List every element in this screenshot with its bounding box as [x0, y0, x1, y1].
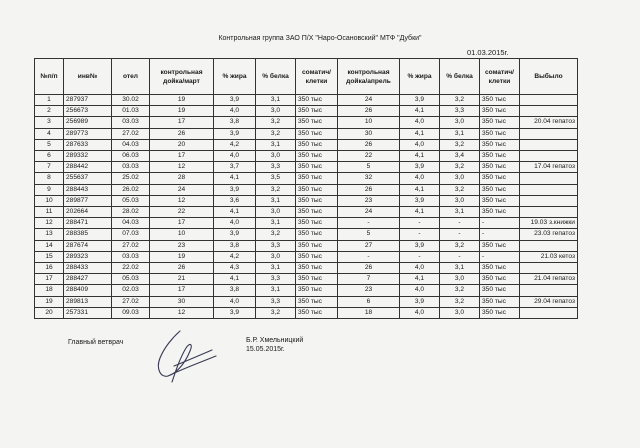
cell-number: 1 — [35, 95, 64, 106]
cell-fat-april: 4,0 — [400, 139, 440, 150]
cell-control-april: - — [338, 251, 400, 262]
cell-inventory: 288471 — [64, 218, 112, 229]
cell-fat-march: 3,9 — [214, 229, 256, 240]
cell-control-march: 19 — [150, 95, 214, 106]
cell-removed — [520, 207, 578, 218]
table-body — [35, 95, 578, 319]
cell-fat-april: 4,1 — [400, 207, 440, 218]
cell-fat-march: 4,1 — [214, 274, 256, 285]
cell-protein-april: 3,2 — [440, 95, 480, 106]
cell-somatic-march: 350 тыс — [296, 307, 338, 318]
col-header-somatic-march: соматич/ клетки — [296, 59, 338, 95]
cell-removed: 17.04 гепатоз — [520, 162, 578, 173]
cell-fat-april: 4,1 — [400, 274, 440, 285]
cell-somatic-april: 350 тыс — [480, 173, 520, 184]
cell-protein-april: 3,0 — [440, 173, 480, 184]
cell-inventory: 288433 — [64, 263, 112, 274]
cell-number: 5 — [35, 139, 64, 150]
cell-protein-april: 3,2 — [440, 162, 480, 173]
table-row — [35, 128, 578, 139]
cell-protein-march: 3,1 — [256, 285, 296, 296]
cell-number: 3 — [35, 117, 64, 128]
cell-fat-march: 3,9 — [214, 128, 256, 139]
cell-fat-april: 4,0 — [400, 307, 440, 318]
cell-removed — [520, 95, 578, 106]
cell-fat-march: 3,7 — [214, 162, 256, 173]
col-header-protein-april: % белка — [440, 59, 480, 95]
cell-somatic-march: 350 тыс — [296, 184, 338, 195]
cell-somatic-march: 350 тыс — [296, 128, 338, 139]
cell-protein-april: - — [440, 218, 480, 229]
cell-fat-april: - — [400, 251, 440, 262]
cell-inventory: 257331 — [64, 307, 112, 318]
cell-control-march: 20 — [150, 139, 214, 150]
cell-control-april: 10 — [338, 117, 400, 128]
cell-control-april: 6 — [338, 296, 400, 307]
cell-control-march: 12 — [150, 162, 214, 173]
cell-somatic-march: 350 тыс — [296, 263, 338, 274]
cell-removed: 21.03 кетоз — [520, 251, 578, 262]
cell-protein-april: 3,0 — [440, 307, 480, 318]
cell-number: 9 — [35, 184, 64, 195]
table-row — [35, 184, 578, 195]
cell-somatic-march: 350 тыс — [296, 106, 338, 117]
table-row — [35, 207, 578, 218]
cell-somatic-march: 350 тыс — [296, 173, 338, 184]
table-row — [35, 285, 578, 296]
cell-control-april: 24 — [338, 95, 400, 106]
cell-somatic-april: 350 тыс — [480, 207, 520, 218]
cell-removed — [520, 285, 578, 296]
cell-inventory: 289877 — [64, 195, 112, 206]
handwritten-signature — [150, 326, 220, 386]
table-row — [35, 117, 578, 128]
cell-number: 15 — [35, 251, 64, 262]
cell-protein-march: 3,2 — [256, 307, 296, 318]
cell-calving: 28.02 — [112, 207, 150, 218]
cell-control-april: 5 — [338, 229, 400, 240]
cell-removed — [520, 106, 578, 117]
cell-inventory: 256673 — [64, 106, 112, 117]
table-row — [35, 240, 578, 251]
cell-protein-april: 3,3 — [440, 106, 480, 117]
cell-number: 4 — [35, 128, 64, 139]
table-row — [35, 229, 578, 240]
cell-inventory: 287633 — [64, 139, 112, 150]
cell-removed — [520, 184, 578, 195]
cell-removed — [520, 307, 578, 318]
cell-protein-march: 3,0 — [256, 151, 296, 162]
cell-fat-march: 4,1 — [214, 207, 256, 218]
cell-calving: 22.02 — [112, 263, 150, 274]
cell-somatic-march: 350 тыс — [296, 207, 338, 218]
cell-protein-march: 3,1 — [256, 263, 296, 274]
cell-control-march: 17 — [150, 117, 214, 128]
cell-calving: 27.02 — [112, 296, 150, 307]
cell-fat-april: 3,9 — [400, 240, 440, 251]
cell-number: 2 — [35, 106, 64, 117]
cell-inventory: 288427 — [64, 274, 112, 285]
cell-fat-march: 4,0 — [214, 218, 256, 229]
cell-number: 17 — [35, 274, 64, 285]
cell-removed: 20.04 гепатоз — [520, 117, 578, 128]
cell-inventory: 289773 — [64, 128, 112, 139]
cell-number: 18 — [35, 285, 64, 296]
cell-calving: 26.02 — [112, 184, 150, 195]
cell-somatic-march: 350 тыс — [296, 117, 338, 128]
cell-protein-march: 3,1 — [256, 195, 296, 206]
cell-calving: 27.02 — [112, 240, 150, 251]
cell-control-march: 12 — [150, 307, 214, 318]
col-header-control-march: контрольная дойка/март — [150, 59, 214, 95]
cell-control-april: 22 — [338, 151, 400, 162]
cell-control-april: 30 — [338, 128, 400, 139]
cell-fat-april: 3,9 — [400, 95, 440, 106]
cell-protein-april: 3,2 — [440, 285, 480, 296]
cell-control-march: 10 — [150, 229, 214, 240]
cell-fat-march: 3,8 — [214, 285, 256, 296]
cell-removed: 19.03 з.книжки — [520, 218, 578, 229]
cell-control-april: 27 — [338, 240, 400, 251]
cell-calving: 27.02 — [112, 128, 150, 139]
cell-protein-march: 3,2 — [256, 128, 296, 139]
control-group-table — [34, 58, 578, 319]
table-row — [35, 296, 578, 307]
cell-fat-march: 4,2 — [214, 139, 256, 150]
cell-inventory: 289813 — [64, 296, 112, 307]
cell-protein-march: 3,3 — [256, 240, 296, 251]
col-header-number: №п/п — [35, 59, 64, 95]
cell-fat-march: 3,8 — [214, 240, 256, 251]
col-header-calving: отел — [112, 59, 150, 95]
cell-somatic-april: 350 тыс — [480, 117, 520, 128]
table-row — [35, 162, 578, 173]
table-row — [35, 195, 578, 206]
cell-control-march: 26 — [150, 128, 214, 139]
cell-fat-april: 3,9 — [400, 162, 440, 173]
cell-control-april: 32 — [338, 173, 400, 184]
cell-control-march: 30 — [150, 296, 214, 307]
cell-fat-march: 4,0 — [214, 106, 256, 117]
cell-calving: 03.03 — [112, 117, 150, 128]
cell-removed: 29.04 гепатоз — [520, 296, 578, 307]
cell-fat-march: 4,0 — [214, 296, 256, 307]
cell-protein-march: 3,3 — [256, 274, 296, 285]
cell-somatic-april: 350 тыс — [480, 128, 520, 139]
cell-somatic-april: 350 тыс — [480, 240, 520, 251]
col-header-control-april: контрольная дойка/апрель — [338, 59, 400, 95]
cell-removed: 23.03 гепатоз — [520, 229, 578, 240]
cell-removed: 21.04 гепатоз — [520, 274, 578, 285]
cell-somatic-march: 350 тыс — [296, 251, 338, 262]
table-row — [35, 251, 578, 262]
cell-removed — [520, 173, 578, 184]
cell-control-march: 26 — [150, 263, 214, 274]
cell-somatic-april: - — [480, 229, 520, 240]
cell-control-march: 23 — [150, 240, 214, 251]
cell-control-april: 26 — [338, 263, 400, 274]
cell-fat-april: 4,1 — [400, 128, 440, 139]
cell-protein-april: 3,2 — [440, 139, 480, 150]
cell-somatic-march: 350 тыс — [296, 162, 338, 173]
cell-calving: 04.03 — [112, 139, 150, 150]
cell-control-march: 12 — [150, 195, 214, 206]
cell-calving: 07.03 — [112, 229, 150, 240]
cell-number: 11 — [35, 207, 64, 218]
cell-protein-april: 3,1 — [440, 263, 480, 274]
cell-calving: 05.03 — [112, 195, 150, 206]
table-row — [35, 274, 578, 285]
cell-somatic-april: 350 тыс — [480, 296, 520, 307]
cell-protein-april: 3,2 — [440, 184, 480, 195]
col-header-removed: Выбыло — [520, 59, 578, 95]
document-date: 01.03.2015г. — [467, 48, 509, 57]
cell-protein-april: - — [440, 251, 480, 262]
cell-control-april: 23 — [338, 195, 400, 206]
signer-block — [246, 336, 303, 354]
table-row — [35, 95, 578, 106]
table-row — [35, 151, 578, 162]
cell-fat-march: 4,2 — [214, 251, 256, 262]
cell-protein-march: 3,2 — [256, 229, 296, 240]
table-row — [35, 173, 578, 184]
cell-protein-march: 3,1 — [256, 95, 296, 106]
cell-somatic-march: 350 тыс — [296, 296, 338, 307]
cell-somatic-april: 350 тыс — [480, 151, 520, 162]
cell-number: 14 — [35, 240, 64, 251]
cell-fat-april: 4,0 — [400, 117, 440, 128]
cell-number: 12 — [35, 218, 64, 229]
cell-somatic-march: 350 тыс — [296, 218, 338, 229]
cell-fat-april: - — [400, 229, 440, 240]
cell-control-march: 19 — [150, 106, 214, 117]
table-row — [35, 263, 578, 274]
cell-control-april: 26 — [338, 106, 400, 117]
cell-calving: 03.03 — [112, 251, 150, 262]
cell-number: 16 — [35, 263, 64, 274]
cell-inventory: 287674 — [64, 240, 112, 251]
cell-removed — [520, 195, 578, 206]
cell-control-april: 26 — [338, 184, 400, 195]
cell-somatic-april: 350 тыс — [480, 95, 520, 106]
cell-protein-march: 3,3 — [256, 162, 296, 173]
col-header-inventory: инв№ — [64, 59, 112, 95]
table-row — [35, 139, 578, 150]
cell-somatic-april: 350 тыс — [480, 307, 520, 318]
cell-control-march: 17 — [150, 218, 214, 229]
cell-somatic-march: 350 тыс — [296, 285, 338, 296]
cell-protein-march: 3,0 — [256, 106, 296, 117]
cell-fat-march: 3,9 — [214, 95, 256, 106]
cell-protein-march: 3,1 — [256, 218, 296, 229]
col-header-fat-march: % жира — [214, 59, 256, 95]
cell-control-march: 19 — [150, 251, 214, 262]
cell-removed — [520, 263, 578, 274]
cell-control-april: 26 — [338, 139, 400, 150]
cell-calving: 30.02 — [112, 95, 150, 106]
cell-calving: 03.03 — [112, 162, 150, 173]
cell-somatic-april: 350 тыс — [480, 184, 520, 195]
cell-protein-march: 3,5 — [256, 173, 296, 184]
cell-calving: 09.03 — [112, 307, 150, 318]
cell-control-march: 24 — [150, 184, 214, 195]
cell-somatic-march: 350 тыс — [296, 274, 338, 285]
cell-protein-march: 3,2 — [256, 184, 296, 195]
sign-date: 15.05.2015г. — [246, 346, 285, 353]
cell-fat-april: 3,9 — [400, 296, 440, 307]
cell-fat-april: 4,0 — [400, 285, 440, 296]
cell-protein-march: 3,0 — [256, 251, 296, 262]
col-header-fat-april: % жира — [400, 59, 440, 95]
cell-removed — [520, 128, 578, 139]
cell-fat-march: 3,8 — [214, 117, 256, 128]
cell-control-march: 17 — [150, 285, 214, 296]
table-row — [35, 307, 578, 318]
cell-inventory: 202664 — [64, 207, 112, 218]
cell-inventory: 255637 — [64, 173, 112, 184]
cell-inventory: 288443 — [64, 184, 112, 195]
cell-somatic-april: 350 тыс — [480, 263, 520, 274]
cell-fat-april: 4,1 — [400, 151, 440, 162]
cell-somatic-march: 350 тыс — [296, 95, 338, 106]
cell-calving: 06.03 — [112, 151, 150, 162]
cell-calving: 02.03 — [112, 285, 150, 296]
col-header-somatic-april: соматич/ клетки — [480, 59, 520, 95]
signer-name: Б.Р. Хмельницкий — [246, 337, 304, 344]
cell-control-april: 5 — [338, 162, 400, 173]
cell-inventory: 287937 — [64, 95, 112, 106]
table-header-row — [35, 59, 578, 95]
cell-inventory: 289323 — [64, 251, 112, 262]
cell-control-march: 22 — [150, 207, 214, 218]
cell-control-march: 17 — [150, 151, 214, 162]
cell-somatic-april: 350 тыс — [480, 162, 520, 173]
cell-fat-april: 4,1 — [400, 106, 440, 117]
cell-removed — [520, 151, 578, 162]
cell-somatic-april: 350 тыс — [480, 285, 520, 296]
cell-protein-march: 3,3 — [256, 296, 296, 307]
cell-control-april: 7 — [338, 274, 400, 285]
cell-fat-march: 4,1 — [214, 173, 256, 184]
cell-protein-april: 3,1 — [440, 207, 480, 218]
cell-somatic-april: 350 тыс — [480, 274, 520, 285]
cell-protein-april: 3,0 — [440, 274, 480, 285]
cell-fat-march: 3,9 — [214, 184, 256, 195]
cell-calving: 04.03 — [112, 218, 150, 229]
cell-protein-march: 3,1 — [256, 139, 296, 150]
cell-fat-march: 4,3 — [214, 263, 256, 274]
cell-protein-april: 3,0 — [440, 117, 480, 128]
cell-somatic-march: 350 тыс — [296, 195, 338, 206]
cell-fat-march: 4,0 — [214, 151, 256, 162]
cell-somatic-march: 350 тыс — [296, 139, 338, 150]
cell-protein-april: 3,0 — [440, 195, 480, 206]
cell-somatic-march: 350 тыс — [296, 229, 338, 240]
cell-protein-april: 3,2 — [440, 296, 480, 307]
cell-protein-april: 3,1 — [440, 128, 480, 139]
cell-control-april: - — [338, 218, 400, 229]
cell-calving: 05.03 — [112, 274, 150, 285]
cell-control-april: 23 — [338, 285, 400, 296]
cell-inventory: 288409 — [64, 285, 112, 296]
cell-somatic-april: - — [480, 251, 520, 262]
cell-fat-march: 3,6 — [214, 195, 256, 206]
cell-number: 13 — [35, 229, 64, 240]
table-row — [35, 218, 578, 229]
cell-number: 20 — [35, 307, 64, 318]
cell-inventory: 256989 — [64, 117, 112, 128]
cell-fat-april: - — [400, 218, 440, 229]
cell-fat-april: 4,0 — [400, 263, 440, 274]
cell-inventory: 289332 — [64, 151, 112, 162]
cell-somatic-april: 350 тыс — [480, 139, 520, 150]
cell-control-march: 21 — [150, 274, 214, 285]
cell-number: 10 — [35, 195, 64, 206]
cell-somatic-april: - — [480, 218, 520, 229]
cell-protein-march: 3,2 — [256, 117, 296, 128]
cell-inventory: 288442 — [64, 162, 112, 173]
cell-protein-april: - — [440, 229, 480, 240]
cell-protein-april: 3,2 — [440, 240, 480, 251]
cell-somatic-march: 350 тыс — [296, 240, 338, 251]
cell-control-april: 18 — [338, 307, 400, 318]
col-header-protein-march: % белка — [256, 59, 296, 95]
table-row — [35, 106, 578, 117]
cell-removed — [520, 139, 578, 150]
cell-number: 8 — [35, 173, 64, 184]
cell-fat-april: 3,9 — [400, 195, 440, 206]
cell-calving: 25.02 — [112, 173, 150, 184]
cell-protein-april: 3,4 — [440, 151, 480, 162]
cell-fat-april: 4,0 — [400, 173, 440, 184]
cell-number: 6 — [35, 151, 64, 162]
signer-role: Главный ветврач — [68, 339, 124, 346]
cell-fat-april: 4,1 — [400, 184, 440, 195]
cell-protein-march: 3,0 — [256, 207, 296, 218]
cell-removed — [520, 240, 578, 251]
cell-somatic-april: 350 тыс — [480, 106, 520, 117]
cell-inventory: 288385 — [64, 229, 112, 240]
cell-number: 7 — [35, 162, 64, 173]
cell-control-april: 24 — [338, 207, 400, 218]
cell-number: 19 — [35, 296, 64, 307]
cell-fat-march: 3,9 — [214, 307, 256, 318]
document-title: Контрольная группа ЗАО П/Х "Наро-Осановский" МТФ "Дубки" — [218, 35, 422, 42]
cell-calving: 01.03 — [112, 106, 150, 117]
cell-control-march: 28 — [150, 173, 214, 184]
cell-somatic-april: 350 тыс — [480, 195, 520, 206]
cell-somatic-march: 350 тыс — [296, 151, 338, 162]
